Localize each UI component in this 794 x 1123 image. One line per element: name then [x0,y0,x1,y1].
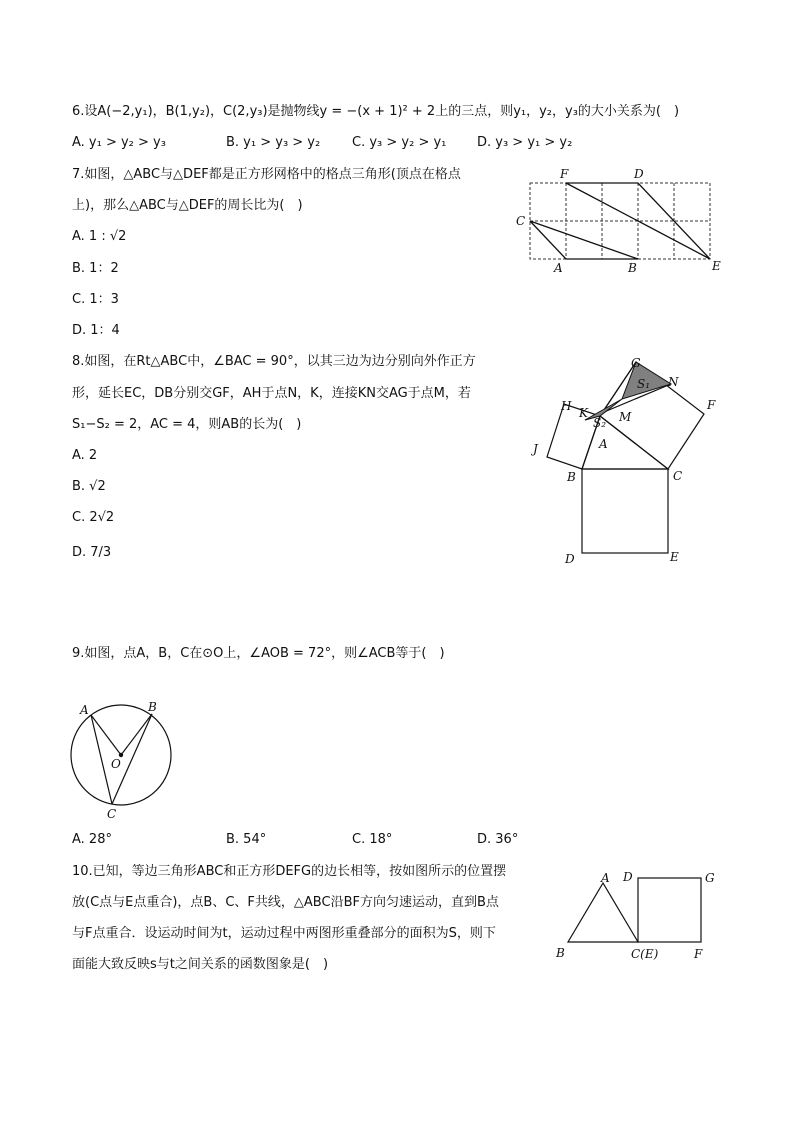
q9-label-a: A [80,703,89,717]
q10-label-b: B [556,946,565,960]
q10-triangle-square-figure [550,866,725,966]
q9-label-c: C [107,807,117,821]
q8-label-c: C [673,469,683,483]
q8-option-a[interactable]: A. 2 [72,448,98,463]
q8-stem-line1: 8.如图，在Rt△ABC中，∠BAC = 90°，以其三边为边分别向外作正方 [72,354,476,369]
q6-stem: 6.设A(−2,y₁)，B(1,y₂)，C(2,y₃)是抛物线y = −(x + 1)² + 2上的三点，则y₁，y₂，y₃的大小关系为( ) [72,104,680,119]
q10-stem-line1: 10.已知，等边三角形ABC和正方形DEFG的边长相等，按如图所示的位置摆 [72,864,507,879]
q8-label-s1: S₁ [637,377,651,391]
q7-option-d[interactable]: D. 1：4 [72,323,120,338]
q10-label-a: A [601,871,610,885]
q10-triangle-abc [568,883,638,942]
q8-option-d[interactable]: D. 7/3 [72,545,112,560]
q6-option-c[interactable]: C. y₃ > y₂ > y₁ [352,135,447,150]
q7-label-a: A [554,261,563,275]
q9-stem: 9.如图，点A，B，C在⊙O上，∠AOB = 72°，则∠ACB等于( ) [72,646,445,661]
q10-label-f: F [694,947,703,961]
q8-label-n: N [668,375,679,389]
q6-option-b[interactable]: B. y₁ > y₃ > y₂ [226,135,321,150]
q8-label-b: B [567,470,576,484]
q6-option-d[interactable]: D. y₃ > y₁ > y₂ [477,135,573,150]
q8-label-s2: S₂ [593,416,607,430]
q7-label-c: C [516,214,526,228]
q8-label-f: F [707,398,716,412]
q7-label-f: F [560,167,569,181]
q7-grid-lines [530,183,710,259]
q8-stem-line3: S₁−S₂ = 2，AC = 4，则AB的长为( ) [72,417,302,432]
q7-stem-line2: 上)，那么△ABC与△DEF的周长比为( ) [72,198,303,213]
q8-option-b[interactable]: B. √2 [72,479,106,494]
q7-option-a[interactable]: A. 1 : √2 [72,229,127,244]
q8-label-m: M [619,410,632,424]
q8-label-d: D [565,552,575,566]
q9-option-a[interactable]: A. 28° [72,832,112,847]
q8-label-k: K [579,406,588,420]
q10-stem-line2: 放(C点与E点重合)，点B、C、F共线，△ABC沿BF方向匀速运动，直到B点 [72,895,499,910]
q10-label-g: G [705,871,715,885]
q7-label-b: B [628,261,637,275]
q8-label-h: H [561,399,572,413]
q8-label-a: A [599,437,608,451]
q8-label-e: E [670,550,679,564]
q8-squares-figure [525,350,725,570]
q8-stem-line2: 形，延长EC，DB分别交GF，AH于点N，K，连接KN交AG于点M，若 [72,386,471,401]
q9-label-o: O [111,757,121,771]
q10-stem-line4: 面能大致反映s与t之间关系的函数图象是( ) [72,957,329,972]
q6-option-a[interactable]: A. y₁ > y₂ > y₃ [72,135,166,150]
q7-label-d: D [634,167,644,181]
q10-stem-line3: 与F点重合．设运动时间为t，运动过程中两图形重叠部分的面积为S，则下 [72,926,496,941]
q8-square-on-ab [547,404,600,469]
q7-grid-figure [510,164,730,279]
q7-label-e: E [712,259,721,273]
q9-option-c[interactable]: C. 18° [352,832,393,847]
q9-circle-figure [66,698,180,822]
q10-label-ce: C(E) [631,947,659,961]
q8-square-bcde [582,469,668,553]
q7-option-c[interactable]: C. 1：3 [72,292,119,307]
q7-option-b[interactable]: B. 1：2 [72,261,119,276]
q7-stem-line1: 7.如图，△ABC与△DEF都是正方形网格中的格点三角形(顶点在格点 [72,167,461,182]
q7-triangle-abc [530,221,638,259]
q10-square-defg [638,878,701,942]
q9-option-b[interactable]: B. 54° [226,832,267,847]
q9-label-b: B [148,700,157,714]
q9-option-d[interactable]: D. 36° [477,832,519,847]
q8-label-j: J [533,442,538,456]
q8-label-g: G [631,356,641,370]
q10-label-d: D [623,870,633,884]
q8-option-c[interactable]: C. 2√2 [72,510,115,525]
